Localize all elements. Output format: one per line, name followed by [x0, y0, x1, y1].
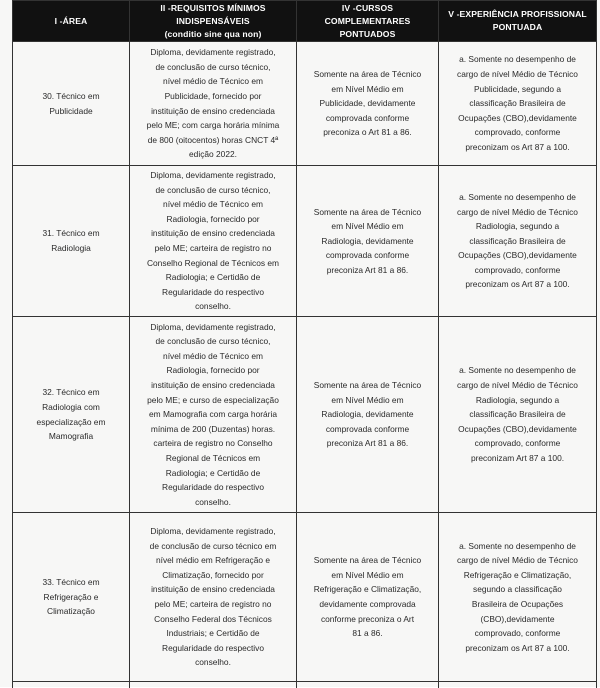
cell-text-line: nível médio de Técnico em [135, 349, 291, 364]
experiencia-cell [439, 166, 597, 317]
experiencia-cell [439, 513, 597, 682]
cell-text-line: de conclusão de curso técnico, [135, 334, 291, 349]
cell-text-line: mínima de 200 (Duzentas) horas. [135, 422, 291, 437]
cell-text-line: em Nível Médio em [302, 219, 433, 234]
cell-text-line: Radiologia [18, 241, 124, 256]
cell-text-line: Ocupações (CBO),devidamente [444, 248, 591, 263]
requisitos-cell [130, 166, 297, 317]
cell-text-line: cargo de nível Médio de Técnico [444, 67, 591, 82]
cell-text-line: pelo ME; e curso de especialização [135, 393, 291, 408]
cell-text-line: especialização em [18, 415, 124, 430]
cell-text-line: a. Somente no desempenho de [444, 363, 591, 378]
cell-text-line: Regional de Técnicos em [135, 451, 291, 466]
cell-text-line: pelo ME; carteira de registro no [135, 597, 291, 612]
cell-text-line: conselho. [135, 299, 291, 314]
cell-text-line: preconizam Art 87 a 100. [444, 451, 591, 466]
table-row [13, 513, 597, 682]
cell-text-line: Regularidade do respectivo [135, 480, 291, 495]
cell-text-line: Climatização [18, 604, 124, 619]
cell-text-line: Brasileira de Ocupações [444, 597, 591, 612]
header-experiencia [439, 1, 597, 42]
continuation-cell [297, 682, 439, 688]
cell-text-line: Diploma, devidamente registrado, [135, 168, 291, 183]
area-cell [13, 42, 130, 166]
cell-text-line: pelo ME; com carga horária mínima [135, 118, 291, 133]
table-row [13, 317, 597, 513]
cell-text-line: a. Somente no desempenho de [444, 52, 591, 67]
table-row [13, 42, 597, 166]
cell-text-line: comprovada conforme [302, 111, 433, 126]
experiencia-cell [439, 317, 597, 513]
cell-text-line: Publicidade, fornecido por [135, 89, 291, 104]
cell-text-line: cargo de nível Médio de Técnico [444, 553, 591, 568]
cell-text-line: Somente na área de Técnico [302, 553, 433, 568]
cursos-cell [297, 513, 439, 682]
table-row-continuation [13, 682, 597, 688]
requirements-table [12, 0, 597, 688]
cell-text-line: instituição de ensino credenciada [135, 378, 291, 393]
header-cursos [297, 1, 439, 42]
cell-text-line: comprovado, conforme [444, 263, 591, 278]
continuation-cell [130, 682, 297, 688]
requisitos-cell [130, 317, 297, 513]
continuation-cell [13, 682, 130, 688]
cell-text-line: comprovada conforme [302, 248, 433, 263]
cell-text-line: comprovado, conforme [444, 436, 591, 451]
cell-text-line: Diploma, devidamente registrado, [135, 524, 291, 539]
header-experiencia-line2: PONTUADA [444, 21, 591, 34]
cell-text-line: 31. Técnico em [18, 226, 124, 241]
cell-text-line: de conclusão de curso técnico, [135, 183, 291, 198]
cell-text-line: carteira de registro no Conselho [135, 436, 291, 451]
cell-text-line: Regularidade do respectivo [135, 641, 291, 656]
cell-text-line: 33. Técnico em [18, 575, 124, 590]
cell-text-line: Publicidade, devidamente [302, 96, 433, 111]
cell-text-line: em Nível Médio em [302, 393, 433, 408]
cell-text-line: em Nível Médio em [302, 568, 433, 583]
cell-text-line: nível médio de Técnico em [135, 197, 291, 212]
header-requisitos-sub: (conditio sine qua non) [135, 28, 291, 41]
cell-text-line: preconiza Art 81 a 86. [302, 436, 433, 451]
cell-text-line: Conselho Federal dos Técnicos [135, 612, 291, 627]
header-cursos-line3: PONTUADOS [302, 28, 433, 41]
cell-text-line: nível médio de Técnico em [135, 74, 291, 89]
cell-text-line: Refrigeração e [18, 590, 124, 605]
cell-text-line: preconizam os Art 87 a 100. [444, 140, 591, 155]
cell-text-line: preconiza o Art 81 a 86. [302, 125, 433, 140]
cell-text-line: Industriais; e Certidão de [135, 626, 291, 641]
cell-text-line: Refrigeração e Climatização, [302, 582, 433, 597]
header-requisitos [130, 1, 297, 42]
cell-text-line: Diploma, devidamente registrado, [135, 320, 291, 335]
cell-text-line: instituição de ensino credenciada [135, 104, 291, 119]
cell-text-line: instituição de ensino credenciada [135, 226, 291, 241]
cell-text-line: Radiologia, fornecido por [135, 363, 291, 378]
cell-text-line: conselho. [135, 495, 291, 510]
cell-text-line: Radiologia, segundo a [444, 393, 591, 408]
cell-text-line: Publicidade [18, 104, 124, 119]
cell-text-line: Refrigeração e Climatização, [444, 568, 591, 583]
cell-text-line: Radiologia; e Certidão de [135, 270, 291, 285]
cell-text-line: devidamente comprovada [302, 597, 433, 612]
cell-text-line: de conclusão de curso técnico em [135, 539, 291, 554]
cell-text-line: conselho. [135, 655, 291, 670]
requisitos-cell [130, 513, 297, 682]
cell-text-line: Somente na área de Técnico [302, 205, 433, 220]
header-experiencia-line1: V -EXPERIÊNCIA PROFISSIONAL [444, 8, 591, 21]
cursos-cell [297, 166, 439, 317]
continuation-cell [439, 682, 597, 688]
experiencia-cell [439, 42, 597, 166]
cell-text-line: Radiologia, devidamente [302, 234, 433, 249]
cell-text-line: nível médio em Refrigeração e [135, 553, 291, 568]
cell-text-line: Radiologia; e Certidão de [135, 466, 291, 481]
cell-text-line: cargo de nível Médio de Técnico [444, 378, 591, 393]
cursos-cell [297, 317, 439, 513]
area-cell [13, 317, 130, 513]
cell-text-line: em Mamografia com carga horária [135, 407, 291, 422]
cell-text-line: cargo de nível Médio de Técnico [444, 205, 591, 220]
cell-text-line: comprovado, conforme [444, 125, 591, 140]
cell-text-line: Radiologia, fornecido por [135, 212, 291, 227]
cell-text-line: a. Somente no desempenho de [444, 190, 591, 205]
cell-text-line: Radiologia com [18, 400, 124, 415]
cell-text-line: (CBO),devidamente [444, 612, 591, 627]
area-cell [13, 513, 130, 682]
cell-text-line: segundo a classificação [444, 582, 591, 597]
header-area-label: I -ÁREA [55, 16, 88, 26]
header-cursos-line1: IV -CURSOS [302, 2, 433, 15]
cell-text-line: instituição de ensino credenciada [135, 582, 291, 597]
cell-text-line: Climatização, fornecido por [135, 568, 291, 583]
table-row [13, 166, 597, 317]
cell-text-line: conforme preconiza o Art [302, 612, 433, 627]
cell-text-line: 81 a 86. [302, 626, 433, 641]
cell-text-line: classificação Brasileira de [444, 96, 591, 111]
cell-text-line: de 800 (oitocentos) horas CNCT 4ª [135, 133, 291, 148]
cell-text-line: Radiologia, segundo a [444, 219, 591, 234]
cell-text-line: preconizam os Art 87 a 100. [444, 641, 591, 656]
cell-text-line: classificação Brasileira de [444, 234, 591, 249]
requisitos-cell [130, 42, 297, 166]
header-area [13, 1, 130, 42]
cell-text-line: Ocupações (CBO),devidamente [444, 111, 591, 126]
cell-text-line: preconizam os Art 87 a 100. [444, 277, 591, 292]
cell-text-line: em Nível Médio em [302, 82, 433, 97]
cell-text-line: comprovado, conforme [444, 626, 591, 641]
cell-text-line: 32. Técnico em [18, 385, 124, 400]
cell-text-line: Regularidade do respectivo [135, 285, 291, 300]
cell-text-line: Somente na área de Técnico [302, 67, 433, 82]
header-requisitos-line1: II -REQUISITOS MÍNIMOS [135, 2, 291, 15]
cell-text-line: Mamografia [18, 429, 124, 444]
cell-text-line: a. Somente no desempenho de [444, 539, 591, 554]
cell-text-line: edição 2022. [135, 147, 291, 162]
area-cell [13, 166, 130, 317]
cell-text-line: classificação Brasileira de [444, 407, 591, 422]
cell-text-line: Diploma, devidamente registrado, [135, 45, 291, 60]
table-header-row [13, 1, 597, 42]
cell-text-line: preconiza Art 81 a 86. [302, 263, 433, 278]
header-cursos-line2: COMPLEMENTARES [302, 15, 433, 28]
cell-text-line: Somente na área de Técnico [302, 378, 433, 393]
header-requisitos-line2: INDISPENSÁVEIS [135, 15, 291, 28]
cell-text-line: Publicidade, segundo a [444, 82, 591, 97]
cell-text-line: Conselho Regional de Técnicos em [135, 256, 291, 271]
cell-text-line: Radiologia, devidamente [302, 407, 433, 422]
cell-text-line: pelo ME; carteira de registro no [135, 241, 291, 256]
cell-text-line: 30. Técnico em [18, 89, 124, 104]
cell-text-line: de conclusão de curso técnico, [135, 60, 291, 75]
cursos-cell [297, 42, 439, 166]
cell-text-line: Ocupações (CBO),devidamente [444, 422, 591, 437]
cell-text-line: comprovada conforme [302, 422, 433, 437]
